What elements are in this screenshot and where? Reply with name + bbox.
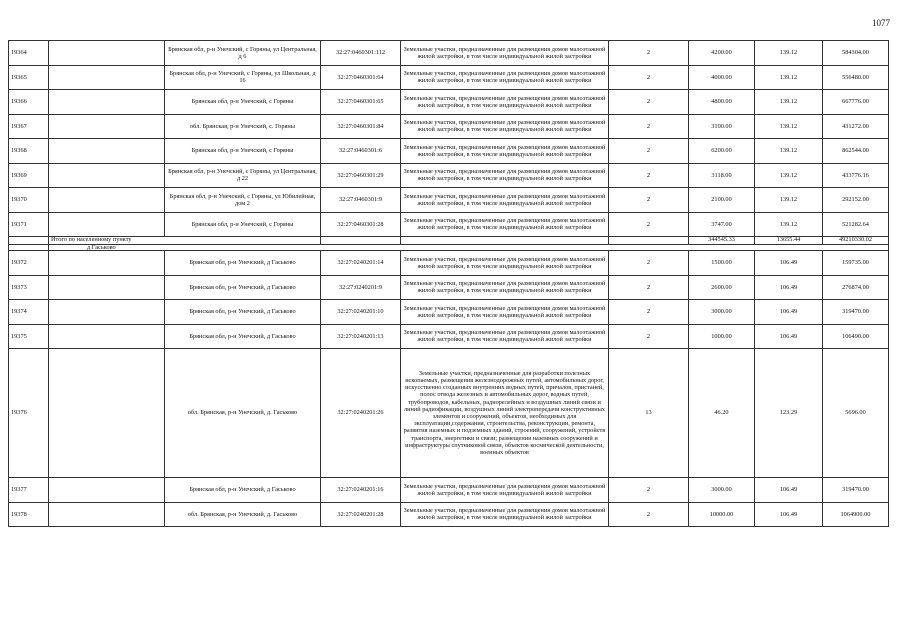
area-cell: 10000.00 xyxy=(689,502,755,527)
cadastral-number-cell: 32:27:0460301:28 xyxy=(321,212,401,237)
table-row xyxy=(9,212,889,237)
table-row xyxy=(9,139,889,164)
table-row xyxy=(9,502,889,527)
address-cell: Брянская обл, р-н Унечский, с Горяны, ул Центральная, д 22 xyxy=(165,163,321,188)
group-cell: 2 xyxy=(609,300,689,325)
value-cell: 276874.00 xyxy=(823,275,889,300)
group-cell: 2 xyxy=(609,114,689,139)
area-cell: 4200.00 xyxy=(689,41,755,66)
group-cell: 13 xyxy=(609,349,689,478)
spacer-cell xyxy=(49,65,165,90)
table-row xyxy=(9,324,889,349)
group-cell: 2 xyxy=(609,212,689,237)
cadastral-number-cell: 32:27:0460301:29 xyxy=(321,163,401,188)
purpose-cell: Земельные участки, предназначенные для размещения домов малоэтажной жилой застройки, в том числе индивидуальной жилой застройки xyxy=(401,275,609,300)
area-cell: 6200.00 xyxy=(689,139,755,164)
address-cell: обл. Брянская, р-н Унечский, д. Гаськово xyxy=(165,502,321,527)
value-cell: 431272.00 xyxy=(823,114,889,139)
rate-cell: 139.12 xyxy=(755,114,823,139)
value-cell: 319470.00 xyxy=(823,300,889,325)
purpose-cell: Земельные участки, предназначенные для размещения домов малоэтажной жилой застройки, в том числе индивидуальной жилой застройки xyxy=(401,90,609,115)
purpose-cell: Земельные участки, предназначенные для размещения домов малоэтажной жилой застройки, в том числе индивидуальной жилой застройки xyxy=(401,251,609,276)
value-cell: 433776.16 xyxy=(823,163,889,188)
empty-cell xyxy=(609,237,689,245)
spacer-cell xyxy=(49,188,165,213)
rate-cell: 139.12 xyxy=(755,90,823,115)
table-row xyxy=(9,90,889,115)
row-id: 19372 xyxy=(9,251,49,276)
table-row xyxy=(9,163,889,188)
address-cell: Брянская обл, р-н Унечский, с Горяны xyxy=(165,139,321,164)
row-id: 19375 xyxy=(9,324,49,349)
cadastral-number-cell: 32:27:0460301:9 xyxy=(321,188,401,213)
spacer-cell xyxy=(49,251,165,276)
purpose-cell: Земельные участки, предназначенные для разработки полезных ископаемых, размещения железнодорожных путей, автомобильных дорог, искусственно созданных внутренних водных путей, причалов, пристаней, полос отвода железных и автомобильных дорог, водных путей, трубопроводов, кабельных, радиорелейных и воздушных линий связи и линий радиофикации, воздушных линий электропередачи конструктивных элементов и сооружений, объектов, необходимых для эксплуатации,содержания, строительства, реконструкции, ремонта, развития наземных и подземных зданий, строений, сооружений, устройств транспорта, энергетики и связи; размещения наземных сооружений и инфраструктуры спутниковой связи, объектов космической деятельности, военных объектов xyxy=(401,349,609,478)
row-id: 19364 xyxy=(9,41,49,66)
table-row xyxy=(9,114,889,139)
settlement-name: д Гаськово xyxy=(49,244,889,251)
address-cell: обл. Брянская, р-н Унечский, с. Горяны xyxy=(165,114,321,139)
spacer-cell xyxy=(49,349,165,478)
address-cell: Брянская обл, р-н Унечский, с Горяны xyxy=(165,212,321,237)
cadastral-number-cell: 32:27:0460301:64 xyxy=(321,65,401,90)
address-cell: Брянская обл, р-н Унечский, с Горяны xyxy=(165,90,321,115)
rate-cell: 106.49 xyxy=(755,324,823,349)
area-cell: 1500.00 xyxy=(689,251,755,276)
spacer-cell xyxy=(49,300,165,325)
land-parcel-table xyxy=(8,40,889,527)
row-id: 19371 xyxy=(9,212,49,237)
group-cell: 2 xyxy=(609,478,689,503)
empty-cell xyxy=(401,237,609,245)
purpose-cell: Земельные участки, предназначенные для размещения домов малоэтажной жилой застройки, в том числе индивидуальной жилой застройки xyxy=(401,324,609,349)
empty-cell xyxy=(9,237,49,245)
group-cell: 2 xyxy=(609,251,689,276)
value-cell: 292152.00 xyxy=(823,188,889,213)
group-cell: 2 xyxy=(609,324,689,349)
area-cell: 3747.00 xyxy=(689,212,755,237)
area-cell: 3000.00 xyxy=(689,300,755,325)
rate-cell: 106.49 xyxy=(755,502,823,527)
value-cell: 1064900.00 xyxy=(823,502,889,527)
area-cell: 4800.00 xyxy=(689,90,755,115)
group-cell: 2 xyxy=(609,90,689,115)
rate-cell: 106.49 xyxy=(755,300,823,325)
cadastral-number-cell: 32:27:0240201:9 xyxy=(321,275,401,300)
total-label: Итого по населенному пункту xyxy=(49,237,321,245)
cadastral-number-cell: 32:27:0240201:10 xyxy=(321,300,401,325)
row-id: 19366 xyxy=(9,90,49,115)
address-cell: обл. Брянская, р-н Унечский, д. Гаськово xyxy=(165,349,321,478)
group-cell: 2 xyxy=(609,41,689,66)
area-cell: 46.20 xyxy=(689,349,755,478)
spacer-cell xyxy=(49,139,165,164)
empty-cell xyxy=(321,237,401,245)
cadastral-number-cell: 32:27:0460301:6 xyxy=(321,139,401,164)
address-cell: Брянская обл, р-н Унечский, с Горяны, ул Центральная, д 6 xyxy=(165,41,321,66)
spacer-cell xyxy=(49,275,165,300)
address-cell: Брянская обл, р-н Унечский, д Гаськово xyxy=(165,251,321,276)
value-cell: 521282.64 xyxy=(823,212,889,237)
table-row xyxy=(9,251,889,276)
purpose-cell: Земельные участки, предназначенные для размещения домов малоэтажной жилой застройки, в том числе индивидуальной жилой застройки xyxy=(401,65,609,90)
purpose-cell: Земельные участки, предназначенные для размещения домов малоэтажной жилой застройки, в том числе индивидуальной жилой застройки xyxy=(401,212,609,237)
table-row xyxy=(9,65,889,90)
rate-cell: 139.12 xyxy=(755,41,823,66)
value-cell: 862544.00 xyxy=(823,139,889,164)
row-id: 19368 xyxy=(9,139,49,164)
table-row xyxy=(9,188,889,213)
area-cell: 4000.00 xyxy=(689,65,755,90)
spacer-cell xyxy=(49,163,165,188)
area-cell: 3000.00 xyxy=(689,478,755,503)
address-cell: Брянская обл, р-н Унечский, д Гаськово xyxy=(165,324,321,349)
group-cell: 2 xyxy=(609,163,689,188)
page-number: 1077 xyxy=(872,18,890,28)
group-cell: 2 xyxy=(609,502,689,527)
value-cell: 159735.00 xyxy=(823,251,889,276)
spacer-cell xyxy=(49,324,165,349)
row-id: 19377 xyxy=(9,478,49,503)
value-cell: 5696.00 xyxy=(823,349,889,478)
value-cell: 556480.00 xyxy=(823,65,889,90)
spacer-cell xyxy=(49,90,165,115)
rate-cell: 106.49 xyxy=(755,478,823,503)
value-cell: 584304.00 xyxy=(823,41,889,66)
spacer-cell xyxy=(49,114,165,139)
group-cell: 2 xyxy=(609,139,689,164)
table-row xyxy=(9,41,889,66)
address-cell: Брянская обл, р-н Унечский, с Горяны, ул Школьная, д 16 xyxy=(165,65,321,90)
purpose-cell: Земельные участки, предназначенные для размещения домов малоэтажной жилой застройки, в том числе индивидуальной жилой застройки xyxy=(401,41,609,66)
spacer-cell xyxy=(49,212,165,237)
address-cell: Брянская обл, р-н Унечский, д Гаськово xyxy=(165,275,321,300)
rate-cell: 123.29 xyxy=(755,349,823,478)
rate-cell: 106.49 xyxy=(755,251,823,276)
row-id: 19369 xyxy=(9,163,49,188)
rate-cell: 139.12 xyxy=(755,65,823,90)
table-row xyxy=(9,478,889,503)
rate-cell: 139.12 xyxy=(755,139,823,164)
value-cell: 106490.00 xyxy=(823,324,889,349)
cadastral-number-cell: 32:27:0460301:112 xyxy=(321,41,401,66)
purpose-cell: Земельные участки, предназначенные для размещения домов малоэтажной жилой застройки, в том числе индивидуальной жилой застройки xyxy=(401,502,609,527)
address-cell: Брянская обл, р-н Унечский, д Гаськово xyxy=(165,300,321,325)
purpose-cell: Земельные участки, предназначенные для размещения домов малоэтажной жилой застройки, в том числе индивидуальной жилой застройки xyxy=(401,114,609,139)
row-id: 19374 xyxy=(9,300,49,325)
table-row xyxy=(9,275,889,300)
value-cell: 667776.00 xyxy=(823,90,889,115)
purpose-cell: Земельные участки, предназначенные для размещения домов малоэтажной жилой застройки, в том числе индивидуальной жилой застройки xyxy=(401,478,609,503)
row-id: 19378 xyxy=(9,502,49,527)
total-row xyxy=(9,237,889,245)
row-id: 19373 xyxy=(9,275,49,300)
area-cell: 3118.00 xyxy=(689,163,755,188)
area-cell: 2100.00 xyxy=(689,188,755,213)
address-cell: Брянская обл, р-н Унечский, с Горяны, ул Юбилейная, дом 2 xyxy=(165,188,321,213)
cadastral-number-cell: 32:27:0240201:13 xyxy=(321,324,401,349)
rate-cell: 139.12 xyxy=(755,163,823,188)
spacer-cell xyxy=(49,41,165,66)
cadastral-number-cell: 32:27:0460301:65 xyxy=(321,90,401,115)
spacer-cell xyxy=(49,478,165,503)
spacer-cell xyxy=(49,502,165,527)
cadastral-number-cell: 32:27:0240201:26 xyxy=(321,349,401,478)
group-cell: 2 xyxy=(609,188,689,213)
purpose-cell: Земельные участки, предназначенные для размещения домов малоэтажной жилой застройки, в том числе индивидуальной жилой застройки xyxy=(401,163,609,188)
purpose-cell: Земельные участки, предназначенные для размещения домов малоэтажной жилой застройки, в том числе индивидуальной жилой застройки xyxy=(401,188,609,213)
cadastral-number-cell: 32:27:0240201:14 xyxy=(321,251,401,276)
group-cell: 2 xyxy=(609,65,689,90)
table-row xyxy=(9,300,889,325)
table-row xyxy=(9,349,889,478)
rate-cell: 139.12 xyxy=(755,212,823,237)
total-rate: 13655.44 xyxy=(755,237,823,245)
area-cell: 1000.00 xyxy=(689,324,755,349)
cadastral-number-cell: 32:27:0460301:84 xyxy=(321,114,401,139)
row-id: 19365 xyxy=(9,65,49,90)
row-id: 19376 xyxy=(9,349,49,478)
value-cell: 319470.00 xyxy=(823,478,889,503)
cadastral-number-cell: 32:27:0240201:16 xyxy=(321,478,401,503)
rate-cell: 139.12 xyxy=(755,188,823,213)
purpose-cell: Земельные участки, предназначенные для размещения домов малоэтажной жилой застройки, в том числе индивидуальной жилой застройки xyxy=(401,300,609,325)
address-cell: Брянская обл, р-н Унечский, д Гаськово xyxy=(165,478,321,503)
cadastral-number-cell: 32:27:0240201:28 xyxy=(321,502,401,527)
total-value: 49210330.02 xyxy=(823,237,889,245)
area-cell: 3100.00 xyxy=(689,114,755,139)
purpose-cell: Земельные участки, предназначенные для размещения домов малоэтажной жилой застройки, в том числе индивидуальной жилой застройки xyxy=(401,139,609,164)
row-id: 19367 xyxy=(9,114,49,139)
total-area: 344545.33 xyxy=(689,237,755,245)
row-id: 19370 xyxy=(9,188,49,213)
area-cell: 2600.00 xyxy=(689,275,755,300)
group-cell: 2 xyxy=(609,275,689,300)
rate-cell: 106.49 xyxy=(755,275,823,300)
